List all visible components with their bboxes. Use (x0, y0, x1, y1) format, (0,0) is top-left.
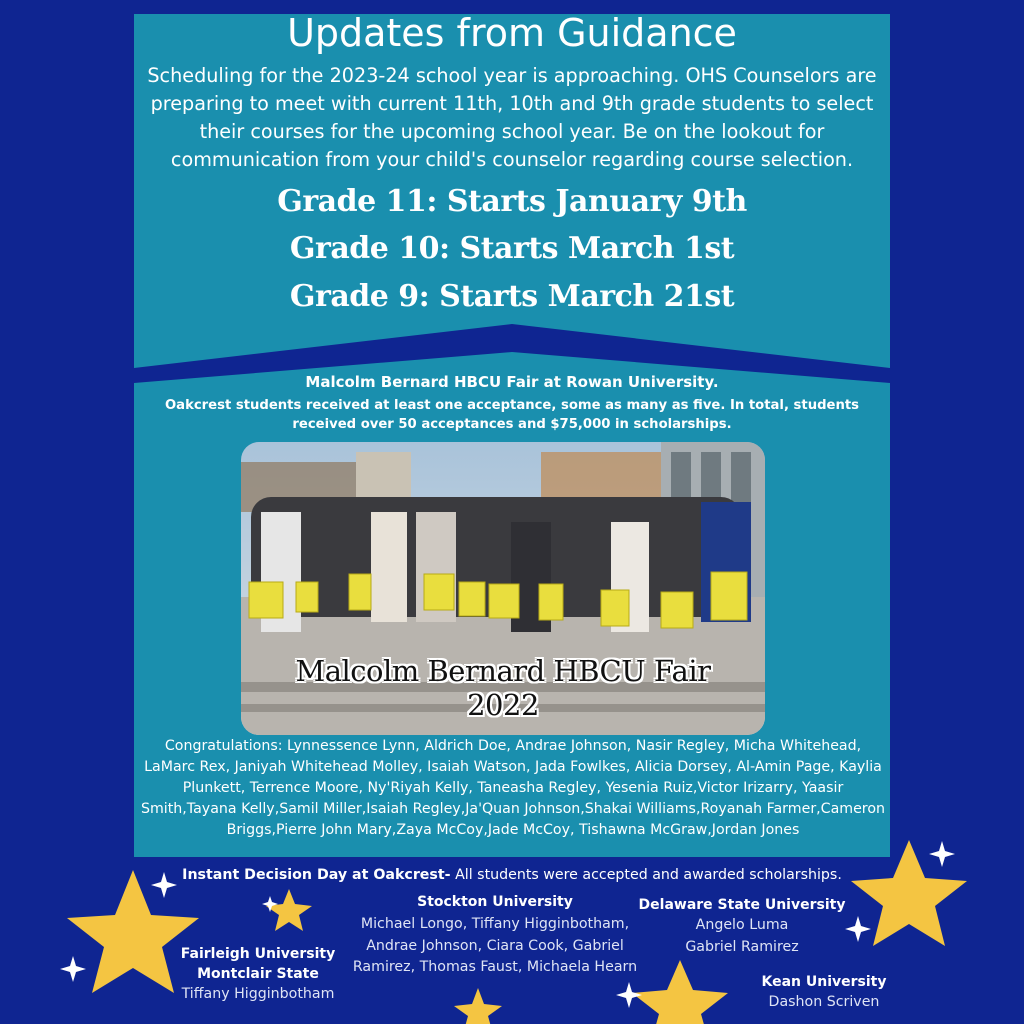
university-delaware-state (638, 895, 846, 958)
instant-decision-text: All students were accepted and awarded scholarships. (450, 867, 842, 883)
sparkle-icon (60, 956, 86, 982)
university-stockton (344, 892, 646, 979)
university-fairleigh (170, 944, 346, 1006)
instant-decision-label: Instant Decision Day at Oakcrest- (182, 867, 451, 883)
university-name: Montclair State (197, 966, 319, 982)
fair-title: Malcolm Bernard HBCU Fair at Rowan University. (305, 373, 719, 391)
accepted-students: Dashon Scriven (768, 994, 880, 1010)
scheduling-intro: Scheduling for the 2023-24 school year is approaching. OHS Counselors are preparing to meet with current 11th, 10th and 9th grade students to select their courses for the upcoming school year. Be on the lookout for communication from your child's counselor regarding course selection. (147, 64, 877, 171)
university-kean (748, 972, 900, 1014)
grade-10-schedule: Grade 10: Starts March 1st (289, 231, 735, 266)
star-icon (632, 960, 728, 1024)
photo-caption (241, 654, 765, 722)
university-name: Kean University (761, 974, 887, 990)
accepted-students: Gabriel Ramirez (685, 938, 799, 955)
sparkle-icon (845, 916, 871, 942)
university-name: Stockton University (417, 894, 573, 910)
university-name: Fairleigh University (180, 946, 336, 962)
page-title: Updates from Guidance (287, 11, 737, 55)
photo-caption-line1: Malcolm Bernard HBCU Fair (295, 654, 711, 688)
instant-decision-day (134, 865, 890, 885)
sparkle-icon (616, 982, 642, 1008)
grade-9-schedule: Grade 9: Starts March 21st (289, 279, 735, 314)
accepted-students: Tiffany Higginbotham (181, 986, 335, 1002)
congratulations-list: Congratulations: Lynnessence Lynn, Aldrich Doe, Andrae Johnson, Nasir Regley, Micha Whitehead, LaMarc Rex, Janiyah Whitehead Molley, Isaiah Watson, Jada Fowlkes, Alicia Dorsey, Al-Amin Page, Kaylia Plunkett, Terrence Moore, Ny'Riyah Kelly, Taneasha Regley, Yesenia Ruiz,Victor Irizarry, Yaasir Smith,Tayana Kelly,Samil Miller,Isaiah Regley,Ja'Quan Johnson,Shakai Williams,Royanah Farmer,Cameron Briggs,Pierre John Mary,Zaya McCoy,Jade McCoy, Tishawna McGraw,Jordan Jones (140, 738, 886, 838)
grade-11-schedule: Grade 11: Starts January 9th (277, 184, 747, 219)
university-name: Delaware State University (638, 897, 846, 913)
fair-subtitle: Oakcrest students received at least one acceptance, some as many as five. In total, students received over 50 acceptances and $75,000 in scholarships. (164, 398, 860, 432)
star-icon (266, 889, 312, 931)
group-photo (241, 442, 765, 735)
star-icon (454, 988, 502, 1024)
accepted-students: Angelo Luma (695, 917, 789, 933)
photo-caption-line2: 2022 (467, 688, 539, 722)
accepted-students: Michael Longo, Tiffany Higginbotham, Andrae Johnson, Ciara Cook, Gabriel Ramirez, Thomas Faust, Michaela Hearn (352, 916, 638, 975)
sparkle-icon (929, 841, 955, 867)
